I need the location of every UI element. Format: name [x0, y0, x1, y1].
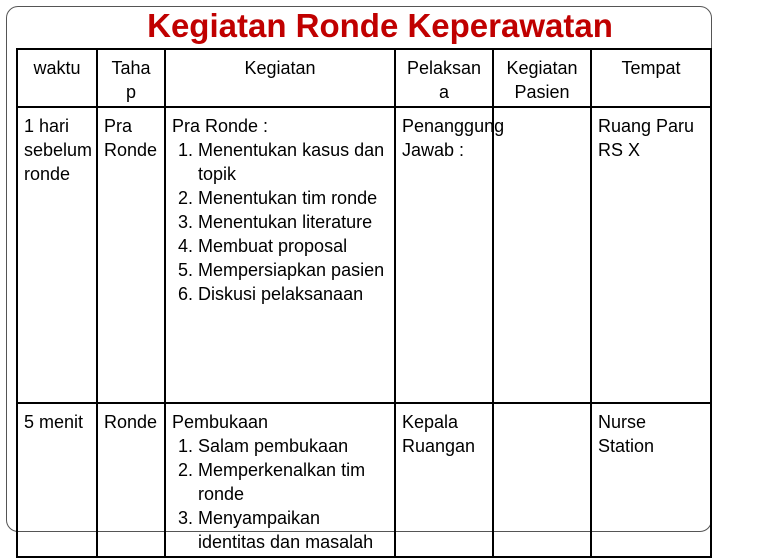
- cell-kegiatan: [165, 403, 395, 557]
- cell-kegiatan-pasien: [493, 107, 591, 403]
- cell-kegiatan: [165, 107, 395, 403]
- cell-waktu: 1 hari sebelum ronde: [17, 107, 97, 403]
- list-item: 5. Mempersiapkan pasien: [198, 258, 388, 282]
- list-item: 3. Menyampaikan identitas dan masalah: [198, 506, 388, 554]
- cell-tahap: Ronde: [97, 403, 165, 557]
- cell-tempat: Nurse Station: [591, 403, 711, 557]
- header-kegiatan: Kegiatan: [165, 49, 395, 107]
- slide-title: Kegiatan Ronde Keperawatan: [147, 7, 613, 44]
- kegiatan-heading: Pembukaan: [172, 412, 269, 432]
- header-waktu: waktu: [17, 49, 97, 107]
- table-row: [17, 403, 711, 557]
- list-item: 2. Memperkenalkan tim ronde: [198, 458, 388, 506]
- header-kegiatan-pasien: Kegiatan Pasien: [493, 49, 591, 107]
- header-pelaksana: Pelaksan a: [395, 49, 493, 107]
- cell-tempat: Ruang Paru RS X: [591, 107, 711, 403]
- kegiatan-heading: Pra Ronde :: [172, 116, 269, 136]
- list-item: 3. Menentukan literature: [198, 210, 388, 234]
- cell-kegiatan-pasien: [493, 403, 591, 557]
- table-row: [17, 107, 711, 403]
- list-item: 6. Diskusi pelaksanaan: [198, 282, 388, 306]
- list-item: 4. Membuat proposal: [198, 234, 388, 258]
- list-item: 2. Menentukan tim ronde: [198, 186, 388, 210]
- cell-pelaksana: Kepala Ruangan: [395, 403, 493, 557]
- list-item: 1. Salam pembukaan: [198, 434, 388, 458]
- kegiatan-list: [172, 434, 388, 554]
- cell-tahap: Pra Ronde: [97, 107, 165, 403]
- list-item: 1. Menentukan kasus dan topik: [198, 138, 388, 186]
- cell-waktu: 5 menit: [17, 403, 97, 557]
- header-tahap: Taha p: [97, 49, 165, 107]
- cell-pelaksana: Penanggung Jawab :: [395, 107, 493, 403]
- ronde-table: [16, 48, 712, 558]
- header-tempat: Tempat: [591, 49, 711, 107]
- kegiatan-list: [172, 138, 388, 306]
- header-row: [17, 49, 711, 107]
